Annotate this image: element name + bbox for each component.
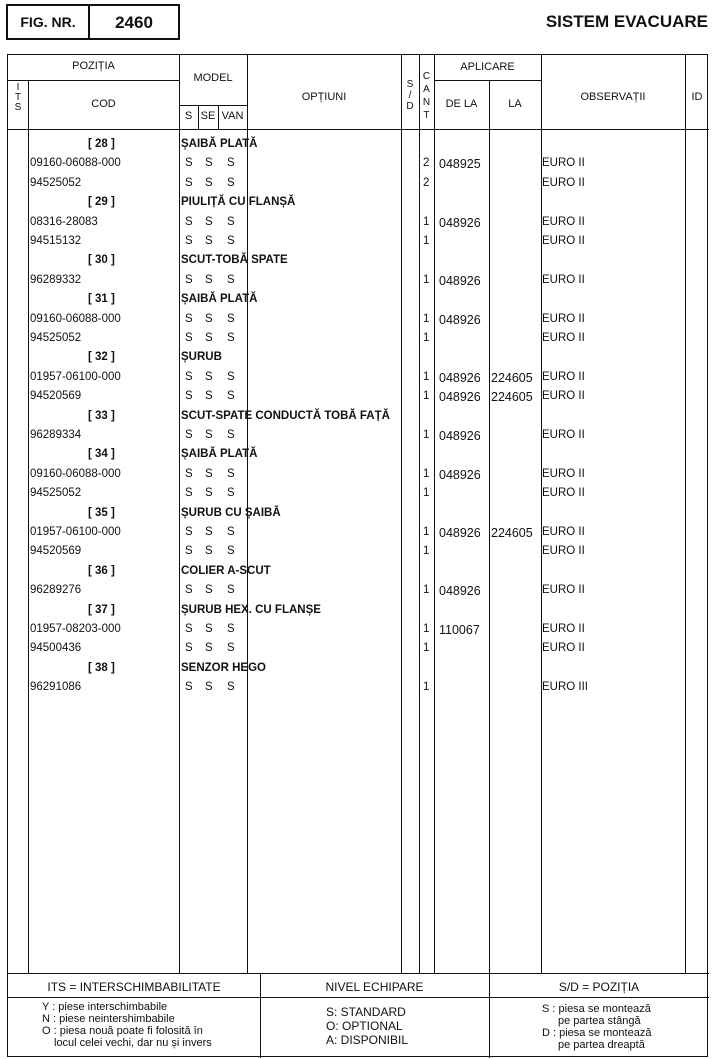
- header-model: MODEL: [193, 72, 233, 84]
- applicable-from: 110067: [439, 623, 480, 637]
- part-code: 94525052: [30, 332, 82, 344]
- part-code: 09160-06088-000: [30, 312, 121, 325]
- applicable-to: 224605: [491, 526, 533, 540]
- observation: EURO II: [542, 467, 585, 480]
- part-code: 09160-06088-000: [30, 157, 121, 170]
- model-s: S: [185, 332, 193, 344]
- applicable-from: 048926: [439, 429, 481, 443]
- quantity: 1: [423, 390, 430, 403]
- applicable-from: 048925: [439, 157, 481, 172]
- header-la: LA: [508, 98, 522, 110]
- table-row: [7, 679, 708, 698]
- part-code: 01957-08203-000: [30, 623, 121, 635]
- quantity: 2: [423, 176, 430, 189]
- model-se: S: [205, 370, 213, 383]
- model-van: S: [227, 545, 235, 558]
- group-header-row: [7, 563, 708, 582]
- figure-number: 2460: [115, 13, 153, 32]
- part-name: ȘAIBĂ PLATĂ: [181, 293, 258, 306]
- model-se: S: [205, 215, 213, 228]
- quantity: 2: [423, 157, 430, 170]
- model-se: S: [205, 235, 213, 247]
- model-se: S: [205, 390, 213, 403]
- observation: EURO II: [542, 623, 585, 635]
- part-code: 94515132: [30, 235, 82, 247]
- observation: EURO II: [542, 545, 585, 558]
- model-van: S: [227, 467, 235, 480]
- footer-its-title: ITS = INTERSCHIMBABILITATE: [47, 980, 221, 994]
- position-number: [ 31 ]: [88, 293, 115, 306]
- part-name: SCUT-SPATE CONDUCTĂ TOBĂ FAȚĂ: [181, 409, 390, 422]
- applicable-from: 048926: [439, 273, 481, 288]
- table-row: [7, 621, 708, 640]
- applicable-to: 224605: [491, 390, 533, 405]
- part-code: 94525052: [30, 487, 82, 500]
- model-se: S: [205, 312, 213, 325]
- part-code: 01957-06100-000: [30, 526, 121, 538]
- quantity: 1: [423, 273, 430, 286]
- figure-number-box: [6, 4, 180, 40]
- quantity: 1: [423, 235, 430, 247]
- position-number: [ 34 ]: [88, 448, 115, 461]
- part-code: 09160-06088-000: [30, 467, 121, 480]
- part-code: 08316-28083: [30, 215, 98, 228]
- part-code: 94525052: [30, 176, 82, 189]
- model-van: S: [227, 681, 235, 694]
- model-se: S: [205, 642, 213, 655]
- quantity: 1: [423, 370, 430, 383]
- part-name: PIULIȚĂ CU FLANȘĂ: [181, 196, 296, 209]
- group-header-row: [7, 446, 708, 465]
- applicable-to: 224605: [491, 370, 533, 385]
- model-s: S: [185, 429, 193, 441]
- observation: EURO II: [542, 429, 585, 441]
- observation: EURO II: [542, 273, 585, 286]
- table-row: [7, 272, 708, 291]
- group-header-row: [7, 349, 708, 368]
- header-cod: COD: [91, 98, 116, 110]
- quantity: 1: [423, 467, 430, 480]
- applicable-from: 048926: [439, 584, 481, 599]
- quantity: 1: [423, 332, 430, 344]
- header-model-van: VAN: [221, 110, 244, 122]
- group-header-row: [7, 408, 708, 427]
- header-its: I T S: [14, 82, 22, 113]
- header-id: ID: [691, 91, 703, 103]
- part-name: ȘURUB: [181, 351, 222, 364]
- model-s: S: [185, 390, 193, 403]
- header-observatii: OBSERVAȚII: [580, 91, 646, 103]
- table-row: [7, 233, 708, 252]
- part-name: SCUT-TOBĂ SPATE: [181, 254, 288, 267]
- model-se: S: [205, 526, 213, 538]
- model-s: S: [185, 681, 193, 694]
- observation: EURO II: [542, 157, 585, 170]
- part-code: 94500436: [30, 642, 82, 655]
- quantity: 1: [423, 623, 430, 635]
- model-s: S: [185, 642, 193, 655]
- page-title: SISTEM EVACUARE: [545, 12, 708, 31]
- model-van: S: [227, 312, 235, 325]
- observation: EURO II: [542, 176, 585, 189]
- quantity: 1: [423, 681, 430, 694]
- model-se: S: [205, 487, 213, 500]
- model-s: S: [185, 584, 193, 597]
- quantity: 1: [423, 215, 430, 228]
- position-number: [ 29 ]: [88, 196, 115, 209]
- header-optiuni: OPȚIUNI: [301, 91, 347, 103]
- group-header-row: [7, 602, 708, 621]
- part-code: 96291086: [30, 681, 82, 694]
- model-s: S: [185, 176, 193, 189]
- model-se: S: [205, 176, 213, 189]
- table-row: [7, 485, 708, 504]
- model-s: S: [185, 467, 193, 480]
- header-sd: S / D: [406, 79, 414, 112]
- group-header-row: [7, 136, 708, 155]
- part-code: 96289334: [30, 429, 82, 441]
- model-van: S: [227, 642, 235, 655]
- applicable-from: 048926: [439, 312, 481, 327]
- applicable-from: 048926: [439, 215, 481, 230]
- position-number: [ 35 ]: [88, 506, 115, 519]
- model-s: S: [185, 235, 193, 247]
- group-header-row: [7, 660, 708, 679]
- model-van: S: [227, 623, 235, 635]
- model-se: S: [205, 681, 213, 694]
- model-se: S: [205, 157, 213, 170]
- part-code: 01957-06100-000: [30, 370, 121, 383]
- footer-nivel-title: NIVEL ECHIPARE: [325, 980, 424, 994]
- applicable-from: 048926: [439, 526, 481, 540]
- header-pozitia: POZIȚIA: [72, 60, 115, 72]
- table-row: [7, 640, 708, 659]
- model-s: S: [185, 487, 193, 500]
- part-code: 96289332: [30, 273, 82, 286]
- group-header-row: [7, 252, 708, 271]
- model-se: S: [205, 332, 213, 344]
- model-se: S: [205, 273, 213, 286]
- position-number: [ 28 ]: [88, 138, 115, 150]
- model-van: S: [227, 526, 235, 538]
- observation: EURO II: [542, 526, 585, 538]
- model-van: S: [227, 273, 235, 286]
- table-row: [7, 466, 708, 485]
- part-name: ȘURUB HEX. CU FLANȘE: [181, 603, 321, 616]
- figure-label: FIG. NR.: [20, 14, 76, 30]
- observation: EURO II: [542, 332, 585, 344]
- part-code: 94520569: [30, 545, 82, 558]
- model-se: S: [205, 467, 213, 480]
- group-header-row: [7, 194, 708, 213]
- part-name: COLIER A-SCUT: [181, 564, 271, 577]
- observation: EURO II: [542, 312, 585, 325]
- position-number: [ 38 ]: [88, 661, 115, 674]
- observation: EURO II: [542, 642, 585, 655]
- header-de-la: DE LA: [445, 98, 478, 110]
- table-row: [7, 427, 708, 446]
- model-van: S: [227, 429, 235, 441]
- footer-nivel-legend: S: STANDARD O: OPTIONAL A: DISPONIBIL: [326, 1005, 409, 1047]
- position-number: [ 33 ]: [88, 409, 115, 422]
- footer-sd-title: S/D = POZIȚIA: [558, 980, 640, 994]
- applicable-from: 048926: [439, 370, 481, 385]
- quantity: 1: [423, 312, 430, 325]
- position-number: [ 36 ]: [88, 564, 115, 577]
- part-name: ȘAIBĂ PLATĂ: [181, 138, 258, 150]
- quantity: 1: [423, 487, 430, 500]
- observation: EURO II: [542, 584, 585, 597]
- model-se: S: [205, 623, 213, 635]
- model-s: S: [185, 157, 193, 170]
- quantity: 1: [423, 545, 430, 558]
- observation: EURO II: [542, 370, 585, 383]
- model-s: S: [185, 215, 193, 228]
- footer-its-legend: Y : piese interschimbabile N : piese neintershimbabile O : piesa nouă poate fi folosită în locul celei vechi, dar nu și invers: [42, 1001, 212, 1049]
- table-row: [7, 524, 708, 543]
- model-van: S: [227, 390, 235, 403]
- observation: EURO II: [542, 487, 585, 500]
- quantity: 1: [423, 526, 430, 538]
- model-s: S: [185, 273, 193, 286]
- header-aplicare: APLICARE: [460, 61, 515, 73]
- group-header-row: [7, 291, 708, 310]
- table-row: [7, 175, 708, 194]
- footer-sd-legend: S : piesa se montează pe partea stângă D : piesa se montează pe partea dreaptă: [542, 1003, 652, 1051]
- observation: EURO III: [542, 681, 589, 694]
- model-van: S: [227, 487, 235, 500]
- table-row: [7, 330, 708, 349]
- table-row: [7, 155, 708, 174]
- model-s: S: [185, 526, 193, 538]
- quantity: 1: [423, 642, 430, 655]
- table-row: [7, 214, 708, 233]
- applicable-from: 048926: [439, 467, 481, 482]
- observation: EURO II: [542, 215, 585, 228]
- table-row: [7, 582, 708, 601]
- header-cant: C A N T: [422, 71, 431, 121]
- table-row: [7, 388, 708, 407]
- position-number: [ 30 ]: [88, 254, 115, 267]
- model-van: S: [227, 215, 235, 228]
- model-van: S: [227, 584, 235, 597]
- table-row: [7, 543, 708, 562]
- header-model-s: S: [184, 110, 193, 122]
- part-name: ȘURUB CU ȘAIBĂ: [181, 506, 281, 519]
- model-van: S: [227, 332, 235, 344]
- position-number: [ 37 ]: [88, 603, 115, 616]
- part-code: 94520569: [30, 390, 82, 403]
- model-van: S: [227, 235, 235, 247]
- quantity: 1: [423, 584, 430, 597]
- observation: EURO II: [542, 390, 585, 403]
- model-s: S: [185, 623, 193, 635]
- model-van: S: [227, 176, 235, 189]
- position-number: [ 32 ]: [88, 351, 115, 364]
- model-van: S: [227, 157, 235, 170]
- model-s: S: [185, 312, 193, 325]
- model-van: S: [227, 370, 235, 383]
- quantity: 1: [423, 429, 430, 441]
- table-row: [7, 311, 708, 330]
- part-code: 96289276: [30, 584, 82, 597]
- model-s: S: [185, 370, 193, 383]
- group-header-row: [7, 505, 708, 524]
- applicable-from: 048926: [439, 390, 481, 405]
- model-se: S: [205, 429, 213, 441]
- model-se: S: [205, 584, 213, 597]
- header-model-se: SE: [200, 110, 216, 122]
- part-name: ȘAIBĂ PLATĂ: [181, 448, 258, 461]
- part-name: SENZOR HEGO: [181, 661, 266, 674]
- model-s: S: [185, 545, 193, 558]
- table-row: [7, 369, 708, 388]
- observation: EURO II: [542, 235, 585, 247]
- model-se: S: [205, 545, 213, 558]
